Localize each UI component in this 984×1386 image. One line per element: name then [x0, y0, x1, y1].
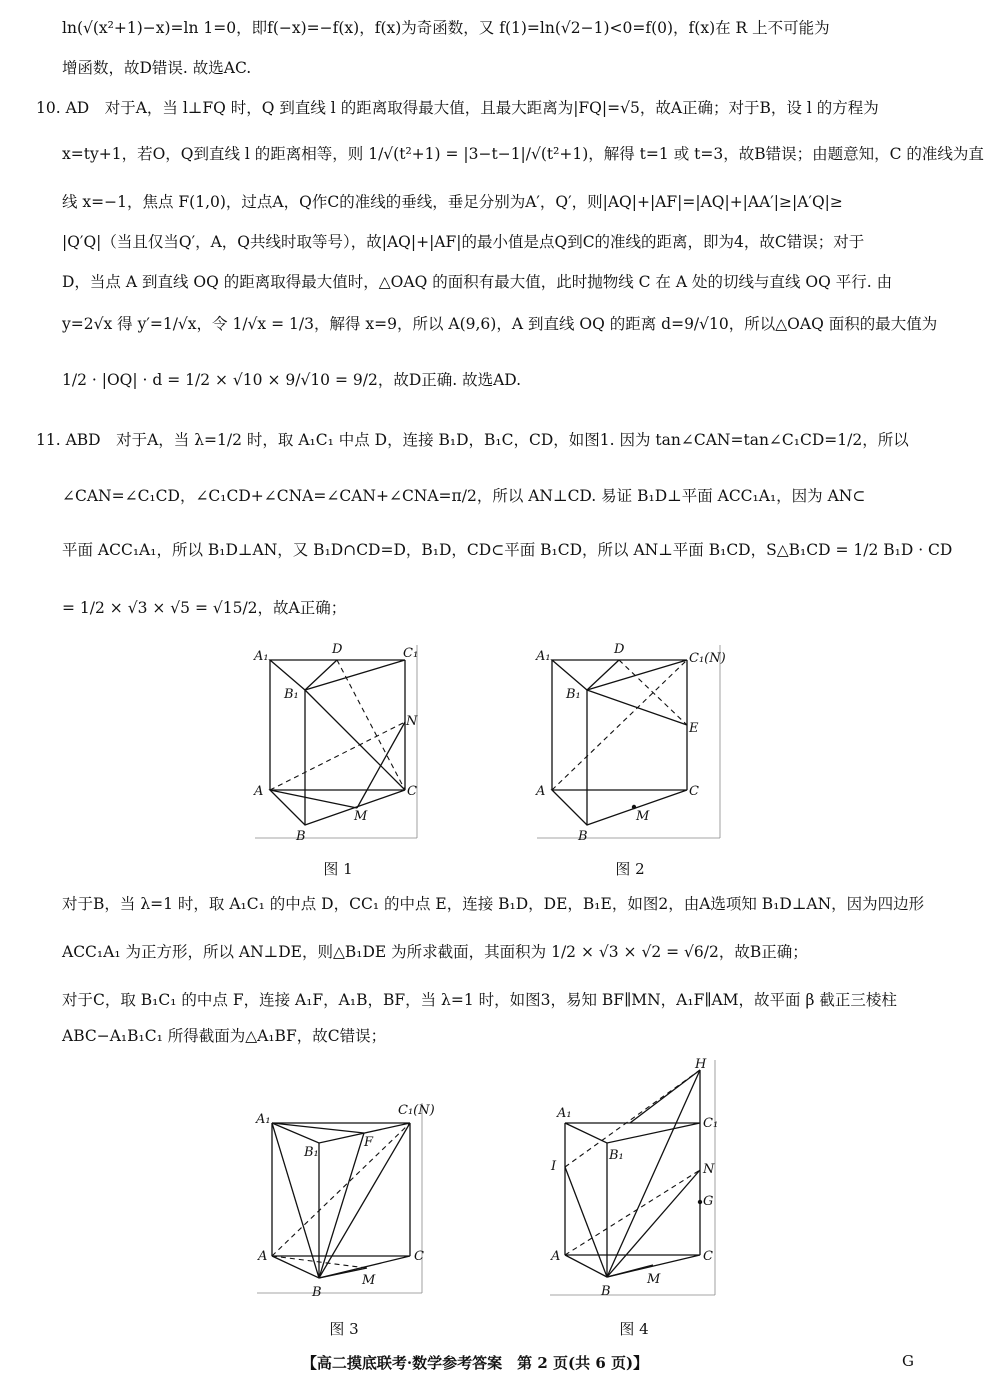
svg-text:M: M — [362, 1273, 376, 1288]
svg-text:C₁: C₁ — [403, 646, 419, 661]
svg-text:M: M — [636, 809, 650, 824]
text-line: 线 x=−1，焦点 F(1,0)，过点A，Q作C的准线的垂线，垂足分别为A′，Q′，则|AQ|+|AF|=|AQ|+|AA′|≥|A′Q|≥ — [62, 193, 843, 211]
svg-text:N: N — [703, 1162, 715, 1177]
svg-text:C₁: C₁ — [703, 1116, 719, 1131]
svg-text:A: A — [258, 1249, 268, 1264]
svg-text:A₁: A₁ — [536, 649, 551, 664]
figure-2 — [532, 640, 727, 845]
figure-1 — [250, 640, 425, 845]
text-line: |Q′Q|（当且仅当Q′，A，Q共线时取等号），故|AQ|+|AF|的最小值是点Q到C的准线的距离，即为4，故C错误；对于 — [62, 233, 865, 251]
svg-text:I: I — [551, 1159, 557, 1174]
svg-text:C₁(N): C₁(N) — [689, 651, 726, 666]
svg-text:D: D — [332, 642, 343, 657]
text-line: 11. ABD 对于A，当 λ=1/2 时，取 A₁C₁ 中点 D，连接 B₁D，B₁C，CD，如图1. 因为 tan∠CAN=tan∠C₁CD=1/2，所以 — [36, 431, 909, 449]
svg-text:B: B — [601, 1284, 611, 1299]
svg-text:B: B — [312, 1285, 322, 1300]
svg-text:B₁: B₁ — [566, 687, 581, 702]
svg-text:C: C — [414, 1249, 424, 1264]
svg-text:D: D — [614, 642, 625, 657]
svg-text:M: M — [647, 1272, 661, 1287]
svg-text:F: F — [364, 1135, 374, 1150]
text-line: ln(√(x²+1)−x)=ln 1=0，即f(−x)=−f(x)，f(x)为奇函数，又 f(1)=ln(√2−1)<0=f(0)，f(x)在 R 上不可能为 — [62, 19, 830, 37]
svg-text:C₁(N): C₁(N) — [398, 1103, 435, 1118]
figure-3 — [252, 1098, 435, 1306]
svg-text:B₁: B₁ — [284, 687, 299, 702]
page-footer: 【高二摸底联考·数学参考答案 第 2 页(共 6 页)】 — [301, 1354, 649, 1372]
svg-text:A: A — [551, 1249, 561, 1264]
text-line: ABC−A₁B₁C₁ 所得截面为△A₁BF，故C错误； — [62, 1027, 387, 1045]
text-line: = 1/2 × √3 × √5 = √15/2，故A正确； — [62, 599, 347, 617]
svg-text:C: C — [689, 784, 699, 799]
text-line: 1/2 · |OQ| · d = 1/2 × √10 × 9/√10 = 9/2，故D正确. 故选AD. — [62, 371, 522, 389]
text-line: 对于C，取 B₁C₁ 的中点 F，连接 A₁F，A₁B，BF，当 λ=1 时，如图3，易知 BF∥MN，A₁F∥AM，故平面 β 截正三棱柱 — [62, 991, 897, 1009]
svg-text:A₁: A₁ — [557, 1106, 572, 1121]
svg-text:C: C — [703, 1249, 713, 1264]
figure-4-caption: 图 4 — [619, 1320, 649, 1338]
svg-text:M: M — [354, 809, 368, 824]
svg-text:E: E — [689, 721, 699, 736]
text-line: ∠CAN=∠C₁CD，∠C₁CD+∠CNA=∠CAN+∠CNA=π/2，所以 AN⊥CD. 易证 B₁D⊥平面 ACC₁A₁，因为 AN⊂ — [62, 487, 866, 505]
svg-text:B₁: B₁ — [609, 1148, 624, 1163]
figure-1-caption: 图 1 — [323, 860, 353, 878]
text-line: ACC₁A₁ 为正方形，所以 AN⊥DE，则△B₁DE 为所求截面，其面积为 1/2 × √3 × √2 = √6/2，故B正确； — [62, 943, 808, 961]
text-line: D，当点 A 到直线 OQ 的距离取得最大值时，△OAQ 的面积有最大值，此时抛物线 C 在 A 处的切线与直线 OQ 平行. 由 — [62, 273, 893, 291]
svg-text:B₁: B₁ — [304, 1145, 319, 1160]
svg-text:C: C — [407, 784, 417, 799]
svg-text:B: B — [296, 829, 306, 844]
svg-text:A: A — [536, 784, 546, 799]
text-line: x=ty+1，若O，Q到直线 l 的距离相等，则 1/√(t²+1) = |3−t−1|/√(t²+1)，解得 t=1 或 t=3，故B错误；由题意知，C 的准线为直 — [62, 145, 984, 163]
text-line: 平面 ACC₁A₁，所以 B₁D⊥AN，又 B₁D∩CD=D，B₁D，CD⊂平面 B₁CD，所以 AN⊥平面 B₁CD，S△B₁CD = 1/2 B₁D · CD — [62, 541, 953, 559]
text-line: y=2√x 得 y′=1/√x，令 1/√x = 1/3，解得 x=9，所以 A(9,6)，A 到直线 OQ 的距离 d=9/√10，所以△OAQ 面积的最大值为 — [62, 315, 938, 333]
svg-text:H: H — [695, 1057, 707, 1072]
corner-mark: G — [902, 1352, 914, 1370]
svg-text:A₁: A₁ — [254, 649, 269, 664]
svg-text:G: G — [703, 1194, 714, 1209]
svg-text:A: A — [254, 784, 264, 799]
svg-text:B: B — [578, 829, 588, 844]
text-line: 10. AD 对于A，当 l⊥FQ 时，Q 到直线 l 的距离取得最大值，且最大距离为|FQ|=√5，故A正确；对于B，设 l 的方程为 — [36, 99, 879, 117]
svg-text:A₁: A₁ — [256, 1112, 271, 1127]
figure-4 — [545, 1055, 723, 1305]
figure-3-caption: 图 3 — [329, 1320, 359, 1338]
text-line: 对于B，当 λ=1 时，取 A₁C₁ 的中点 D，CC₁ 的中点 E，连接 B₁D，DE，B₁E，如图2，由A选项知 B₁D⊥AN，因为四边形 — [62, 895, 925, 913]
svg-text:N: N — [406, 714, 418, 729]
figure-2-caption: 图 2 — [615, 860, 645, 878]
text-line: 增函数，故D错误. 故选AC. — [62, 59, 252, 77]
